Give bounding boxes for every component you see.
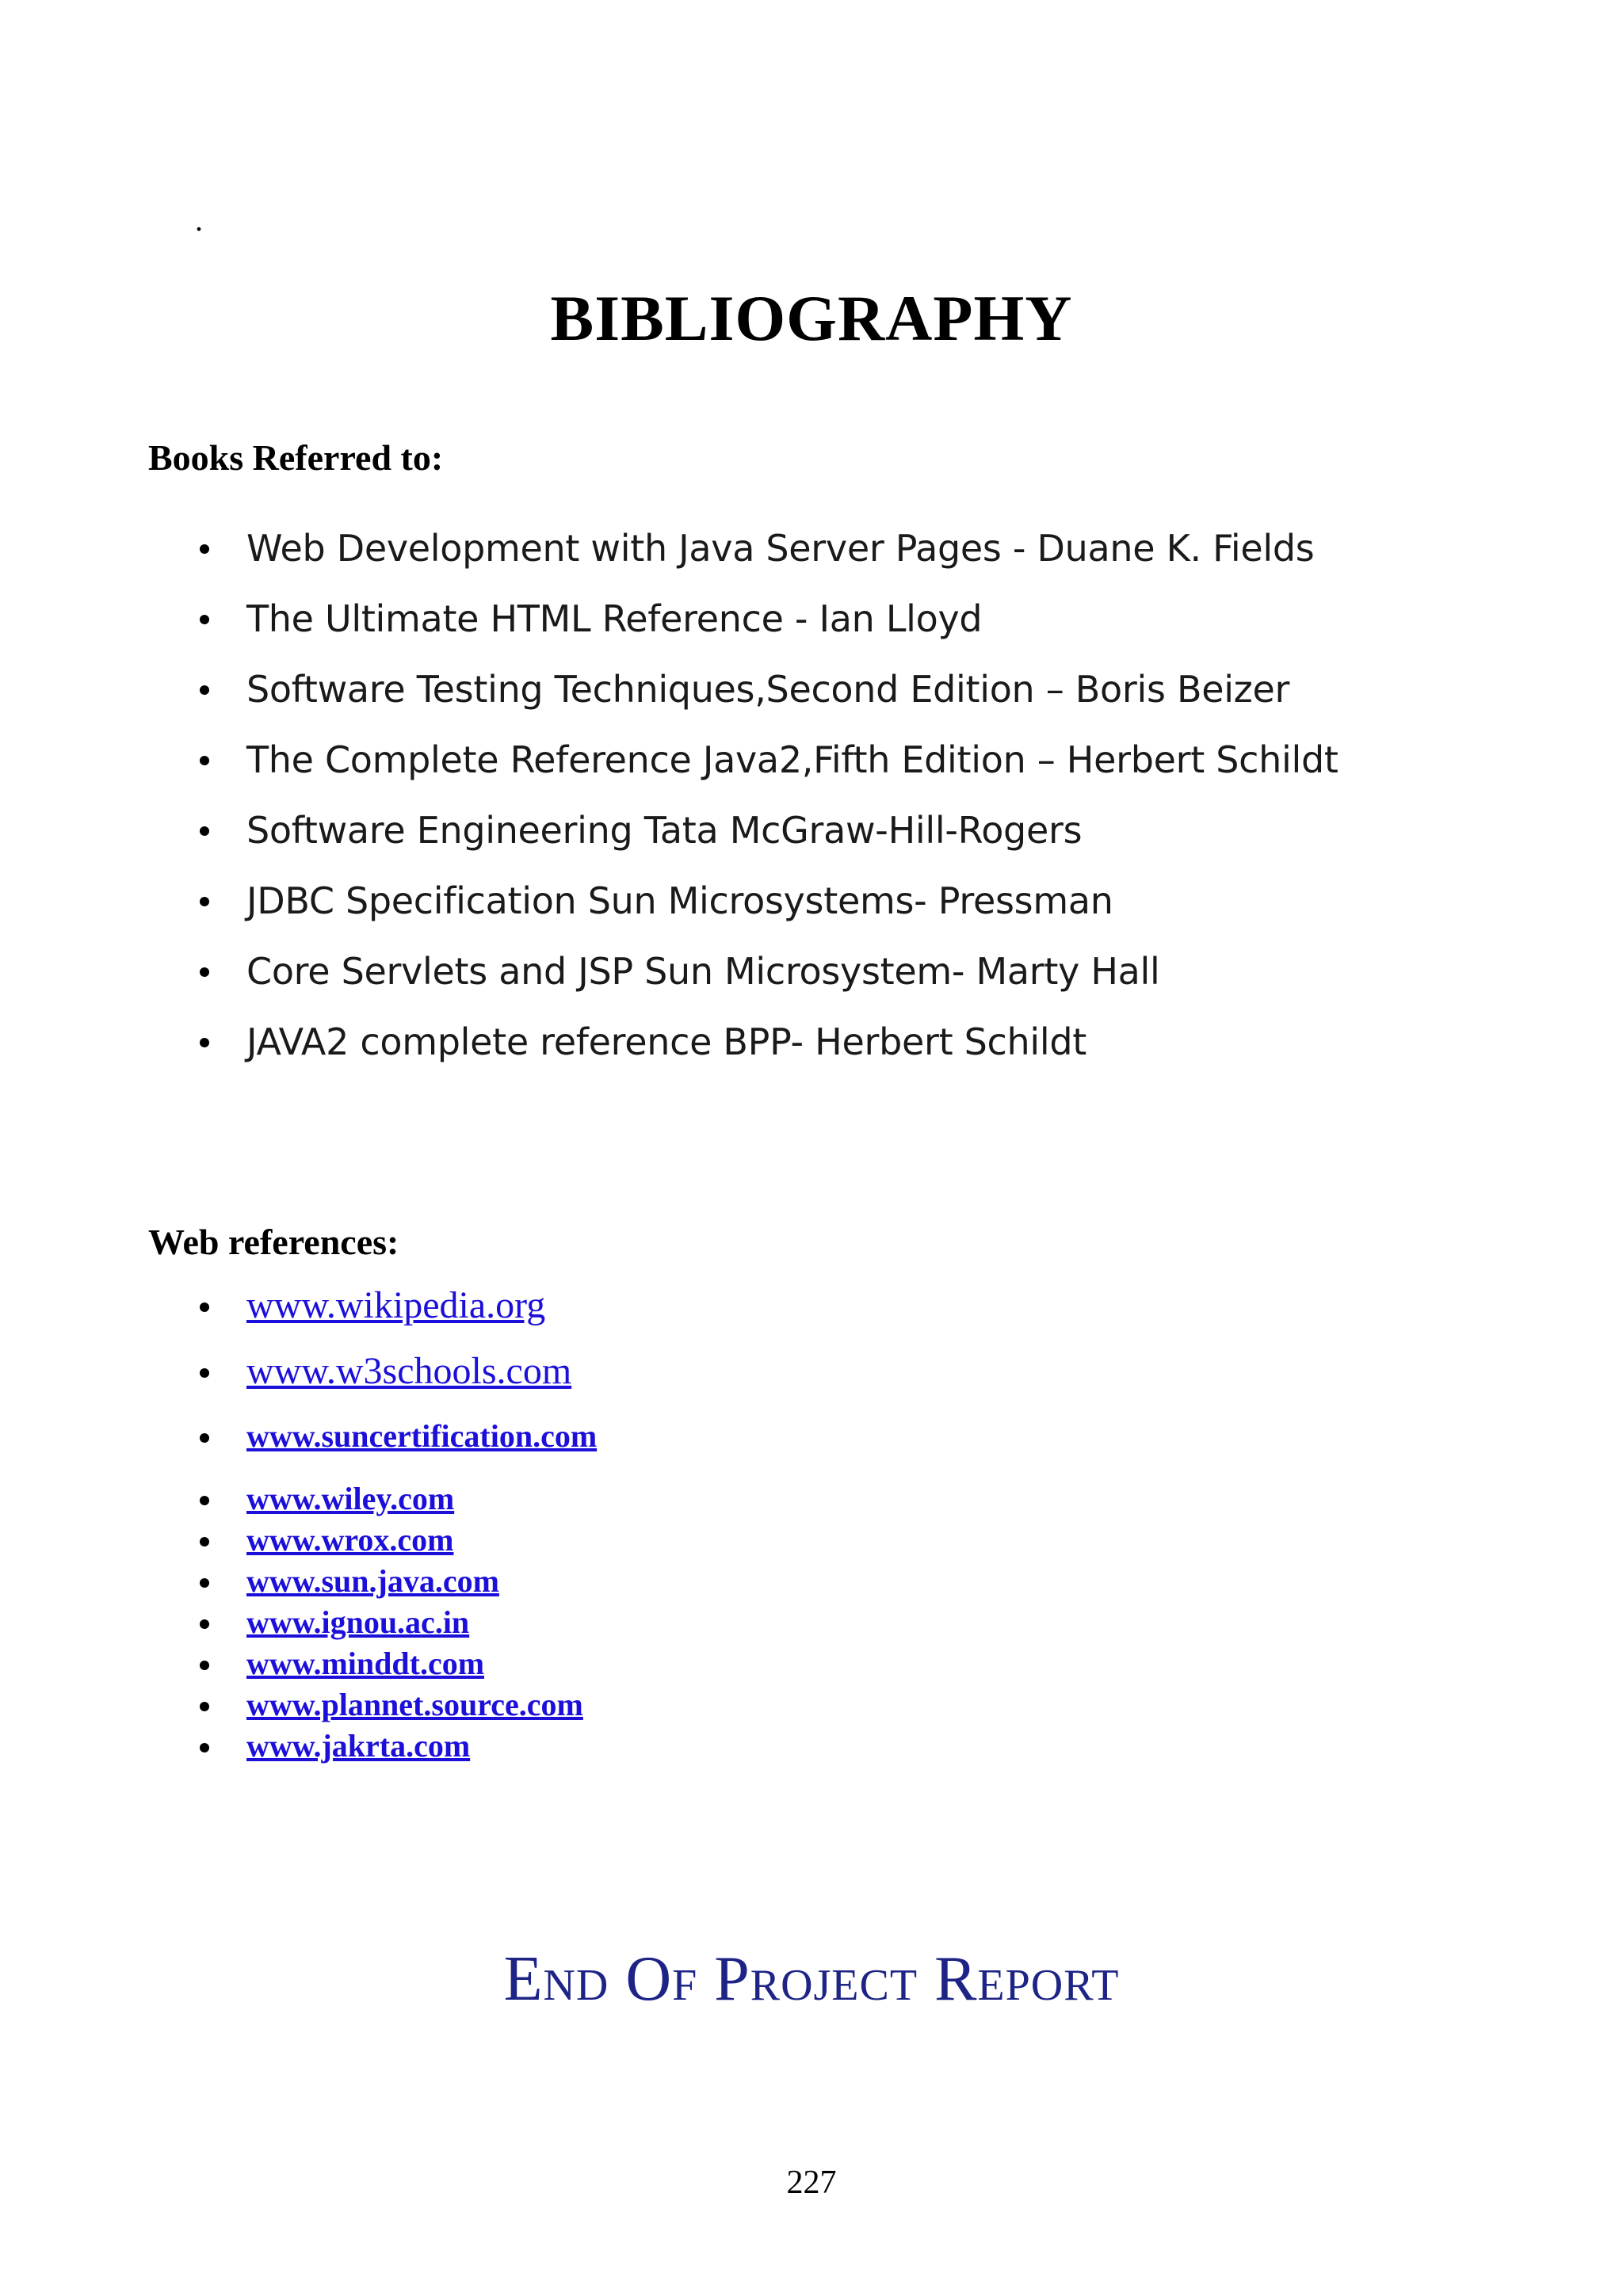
link-wiley[interactable]: www.wiley.com — [246, 1481, 455, 1516]
end-of-report: End Of Project Report — [503, 1944, 1120, 2014]
list-item: JAVA2 complete reference BPP- Herbert Schildt — [0, 1018, 1623, 1089]
list-item — [0, 1604, 469, 1642]
link-sun-java[interactable]: www.sun.java.com — [246, 1563, 499, 1599]
link-minddt[interactable]: www.minddt.com — [246, 1646, 485, 1681]
page-mark: . — [195, 202, 203, 238]
list-item: Software Engineering Tata McGraw-Hill-Rogers — [0, 807, 1623, 877]
list-item — [0, 1349, 571, 1394]
books-list — [0, 524, 1623, 1089]
link-w3schools[interactable]: www.w3schools.com — [246, 1350, 572, 1392]
list-item — [0, 1562, 499, 1600]
page-number: 227 — [786, 2164, 837, 2201]
list-item — [0, 1727, 470, 1765]
list-item: The Complete Reference Java2,Fifth Edition – Herbert Schildt — [0, 736, 1623, 807]
link-wrox[interactable]: www.wrox.com — [246, 1522, 454, 1558]
web-heading: Web references: — [148, 1222, 399, 1262]
list-item: Core Servlets and JSP Sun Microsystem- Marty Hall — [0, 948, 1623, 1018]
link-jakrta[interactable]: www.jakrta.com — [246, 1728, 471, 1764]
list-item — [0, 1686, 583, 1724]
books-heading: Books Referred to: — [148, 437, 444, 478]
list-item — [0, 1417, 597, 1455]
list-item — [0, 1645, 484, 1683]
link-wikipedia[interactable]: www.wikipedia.org — [246, 1284, 546, 1326]
list-item — [0, 1521, 453, 1559]
list-item: Web Development with Java Server Pages - Duane K. Fields — [0, 524, 1623, 595]
link-plannet-source[interactable]: www.plannet.source.com — [246, 1687, 583, 1722]
list-item: JDBC Specification Sun Microsystems- Pressman — [0, 877, 1623, 948]
list-item — [0, 1480, 454, 1518]
list-item: The Ultimate HTML Reference - Ian Lloyd — [0, 595, 1623, 666]
link-ignou[interactable]: www.ignou.ac.in — [246, 1604, 470, 1640]
page-title: BIBLIOGRAPHY — [550, 282, 1073, 354]
list-item — [0, 1283, 545, 1328]
list-item: Software Testing Techniques,Second Edition – Boris Beizer — [0, 666, 1623, 736]
link-suncertification[interactable]: www.suncertification.com — [246, 1418, 598, 1454]
